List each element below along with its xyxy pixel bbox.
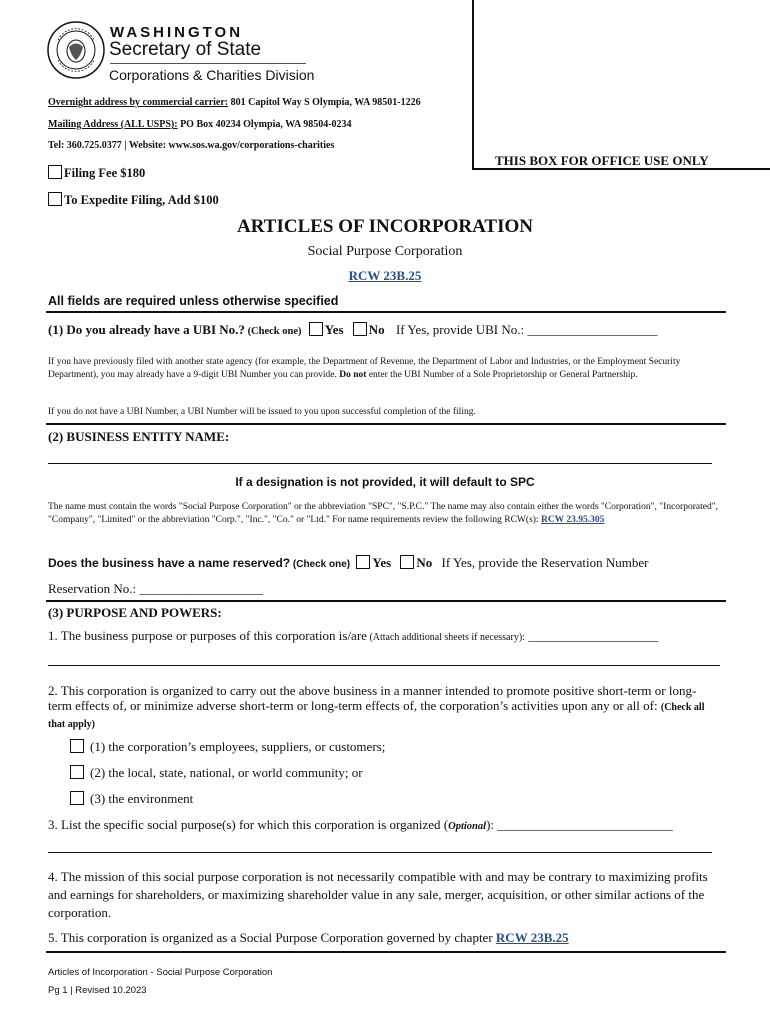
social-purpose-input[interactable]: ): ___________________________: [486, 817, 673, 832]
entity-name-heading: (2) BUSINESS ENTITY NAME:: [48, 429, 230, 444]
header-state: WASHINGTON: [110, 24, 244, 41]
social-purpose-continuation-input[interactable]: [48, 838, 712, 853]
purpose-item-1-note: (Attach additional sheets if necessary):: [366, 632, 525, 643]
name-rcw-link[interactable]: RCW 23.95.305: [540, 515, 605, 525]
office-use-box: [472, 0, 770, 170]
name-reserved-row: [48, 555, 648, 571]
effects-option-2-checkbox[interactable]: [70, 765, 84, 779]
purpose-item-3: [48, 817, 673, 833]
name-reserved-check-one: (Check one): [290, 559, 351, 570]
name-rules-text: The name must contain the words "Social Purpose Corporation" or the abbreviation "SPC", "S.P.C." The name may also contain either the words "Corporation", "Incorporated", "Company", "Limited" or the abbreviation "Corp.", "Inc.", "Co." or "Ltd." For name requirements review the following RCW(s):: [48, 502, 718, 525]
section-divider: [46, 600, 726, 602]
name-reserved-question: Does the business have a name reserved?: [48, 556, 291, 570]
state-seal-icon: [46, 20, 106, 80]
header-divider: [110, 63, 306, 64]
purpose-item-1: [48, 628, 658, 644]
effects-option-1-checkbox[interactable]: [70, 739, 84, 753]
footer-title: Articles of Incorporation - Social Purpose Corporation: [48, 967, 273, 978]
ubi-issued-note: If you do not have a UBI Number, a UBI Number will be issued to you upon successful completion of the filing.: [48, 407, 476, 417]
effects-option-3[interactable]: [70, 791, 193, 807]
chapter-rcw-link[interactable]: RCW 23B.25: [495, 930, 569, 945]
purpose-input[interactable]: ____________________: [524, 628, 659, 643]
ubi-yes-checkbox[interactable]: [309, 322, 323, 336]
purpose-item-3-text: 3. List the specific social purpose(s) for which this corporation is organized (: [48, 817, 449, 832]
tel-website: Tel: 360.725.0377 | Website: www.sos.wa.gov/corporations-charities: [48, 140, 335, 151]
effects-option-1-label: (1) the corporation’s employees, suppliers, or customers;: [90, 739, 386, 754]
overnight-label: Overnight address by commercial carrier:: [48, 97, 229, 108]
ubi-info-paragraph: [48, 356, 720, 382]
entity-name-input[interactable]: [48, 449, 712, 464]
section-divider: [46, 951, 726, 953]
filing-fee-checkbox[interactable]: [48, 165, 62, 179]
mailing-value: PO Box 40234 Olympia, WA 98504-0234: [177, 119, 352, 130]
ubi-no-checkbox[interactable]: [353, 322, 367, 336]
filing-fee-label: Filing Fee $180: [64, 166, 146, 180]
ubi-question-row: [48, 322, 657, 338]
ubi-no-label: No: [368, 322, 385, 337]
name-rules-paragraph: [48, 501, 720, 527]
effects-option-2[interactable]: [70, 765, 363, 781]
header-division: Corporations & Charities Division: [109, 67, 315, 83]
header-office: Secretary of State: [109, 39, 262, 60]
reserved-yes-label: Yes: [372, 555, 392, 570]
overnight-value: 801 Capitol Way S Olympia, WA 98501-1226: [228, 97, 421, 108]
expedite-row: [48, 192, 219, 208]
purpose-item-3-optional: Optional: [448, 821, 487, 832]
reservation-number-field[interactable]: Reservation No.: ___________________: [48, 581, 263, 596]
ubi-info-do-not: Do not: [339, 370, 367, 380]
form-title: ARTICLES OF INCORPORATION: [237, 216, 533, 237]
mailing-address: [48, 119, 352, 130]
section-divider: [46, 311, 726, 313]
purpose-continuation-input[interactable]: [48, 651, 720, 666]
purpose-item-2-note: (Check all that apply): [48, 702, 705, 730]
purpose-item-2: [48, 683, 720, 732]
mailing-label: Mailing Address (ALL USPS):: [48, 119, 178, 130]
ubi-info-text-a: If you have previously filed with another state agency (for example, the Department of Revenue, the Department of Labor and Industries, or the Employment Security Department), you may already have a 9-digit UBI Number you can provide.: [48, 357, 681, 380]
effects-option-2-label: (2) the local, state, national, or world community; or: [90, 765, 363, 780]
expedite-checkbox[interactable]: [48, 192, 62, 206]
purpose-item-1-text: 1. The business purpose or purposes of this corporation is/are: [48, 628, 367, 643]
purpose-item-4: 4. The mission of this social purpose corporation is not necessarily compatible with and may be contrary to maximizing profits and earnings for shareholders, or maximizing shareholder value in any sale, merger, acquisition, or other similar actions of the corporation.: [48, 869, 708, 920]
ubi-number-field[interactable]: If Yes, provide UBI No.: ____________________: [395, 322, 658, 337]
section-divider: [46, 423, 726, 425]
purpose-powers-heading: (3) PURPOSE AND POWERS:: [48, 605, 222, 620]
reserved-provide-text: If Yes, provide the Reservation Number: [441, 555, 649, 570]
form-subtitle: Social Purpose Corporation: [307, 244, 463, 259]
purpose-item-2-text: 2. This corporation is organized to carry out the above business in a manner intended to promote positive short-term or long-term effects of, or minimize adverse short-term or long-term effects of, the corporation’s activities upon any or all of:: [48, 683, 697, 713]
expedite-label: To Expedite Filing, Add $100: [64, 193, 219, 207]
title-rcw-link[interactable]: RCW 23B.25: [348, 268, 422, 283]
effects-option-3-label: (3) the environment: [90, 791, 194, 806]
reserved-yes-checkbox[interactable]: [356, 555, 370, 569]
purpose-item-5: [48, 930, 569, 946]
ubi-info-text-b: enter the UBI Number of a Sole Proprietorship or General Partnership.: [366, 370, 638, 380]
ubi-question: (1) Do you already have a UBI No.?: [48, 322, 245, 337]
effects-option-1[interactable]: [70, 739, 385, 755]
designation-default-note: If a designation is not provided, it will default to SPC: [235, 475, 535, 489]
ubi-check-one: (Check one): [244, 326, 302, 337]
ubi-yes-label: Yes: [324, 322, 344, 337]
effects-option-3-checkbox[interactable]: [70, 791, 84, 805]
filing-fee-row: [48, 165, 145, 181]
overnight-address: [48, 97, 421, 108]
office-use-label: THIS BOX FOR OFFICE USE ONLY: [495, 153, 709, 168]
footer-page-info: Pg 1 | Revised 10.2023: [48, 985, 147, 996]
reserved-no-checkbox[interactable]: [400, 555, 414, 569]
required-note: All fields are required unless otherwise specified: [48, 294, 339, 308]
reserved-no-label: No: [416, 555, 433, 570]
purpose-item-5-text: 5. This corporation is organized as a Social Purpose Corporation governed by chapter: [48, 930, 496, 945]
